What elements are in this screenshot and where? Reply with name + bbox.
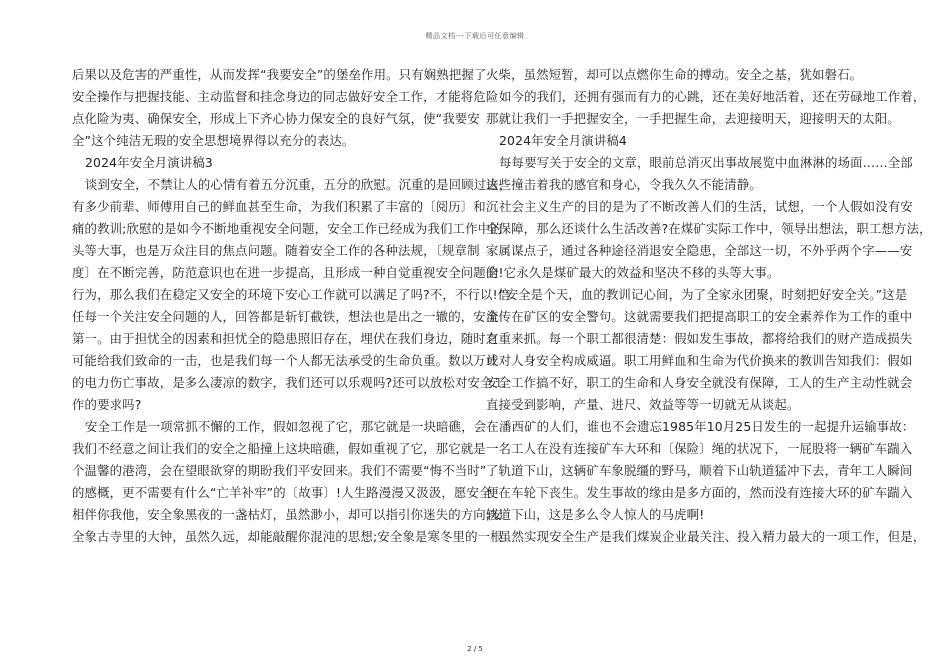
text-line: 全象古寺里的大钟，虽然久远，却能敲醒你混沌的思想;安全象是寒冬里的一根 xyxy=(72,529,503,544)
text-line: 全”这个纯洁无瑕的安全思想境界得以充分的表达。 xyxy=(72,133,355,148)
text-line: 社会主义生产的目的是为了不断改善人们的生活，试想，一个人假如没有安 xyxy=(499,199,913,214)
text-line: 安全工作搞不好，职工的生命和人身安全就没有保障，工人的生产主动性就会 xyxy=(486,375,913,390)
left-column xyxy=(72,64,512,548)
text-line: 虽然实现安全生产是我们煤炭企业最关注、投入精力最大的一项工作，但是， xyxy=(499,529,926,544)
text-line: 后果以及危害的严重性，从而发挥“我要安全”的堡垒作用。只有娴熟把握了 xyxy=(72,67,487,82)
page-header: 精品文档---下载后可任意编辑 xyxy=(425,32,525,40)
text-line: 便在车轮下丧生。发生事故的缘由是多方面的，然而没有连接大环的矿车踹入 xyxy=(486,485,913,500)
text-line: 2024年安全月演讲稿4 xyxy=(499,133,627,148)
text-line: 火柴，虽然短暂，却可以点燃你生命的搏动。安全之基，犹如磐石。 xyxy=(486,67,863,82)
text-line: 度〕在不断完善，防范意识也在进一步提高，且形成一种自觉重视安全问题的 xyxy=(72,265,499,280)
text-line: 那就让我们一手把握安全，一手把握生命，去迎接明天，迎接明天的太阳。 xyxy=(486,111,900,126)
text-line: 个温馨的港湾，会在望眼欲穿的期盼我们平安回来。我们不需要“悔不当时” xyxy=(72,463,487,478)
text-line: 这些撞击着我的感官和身心，令我久久不能清静。 xyxy=(486,177,762,192)
text-line: 任每一个关注安全问题的人，回答都是斩钉截铁，想法也是出之一辙的，安全 xyxy=(72,309,499,324)
text-line: 第一。由于担忧全的因素和担忧全的隐患照旧存在，埋伏在我们身边，随时有 xyxy=(72,331,499,346)
text-line: 安全操作与把握技能、主动监督和挂念身边的同志做好安全工作，才能将危险 xyxy=(72,89,499,104)
text-line: 的电力伤亡事故，是多么凄凉的数字，我们还可以乐观吗?还可以放松对安全工 xyxy=(72,375,506,390)
text-line: 安全工作是一项常抓不懈的工作，假如忽视了它，那它就是一块暗礁，会在 xyxy=(85,419,499,434)
text-line: 轨道下山，这是多么令人惊人的马虎啊! xyxy=(486,507,705,522)
right-column xyxy=(486,64,932,548)
text-line: 一名工人在没有连接矿车大环和〔保险〕绳的状况下，一屁股将一辆矿车踹入 xyxy=(486,441,913,456)
text-line: 全保障，那么还谈什么生活改善?在煤矿实际工作中，领导出想法，职工想方法， xyxy=(486,221,932,236)
text-line: 痛的教训;欣慰的是如今不断地重视安全问题，安全工作已经成为我们工作中的 xyxy=(72,221,503,236)
text-line: 行为，那么我们在稳定又安全的环境下安心工作就可以满足了吗?不，不行以!信 xyxy=(72,287,511,302)
text-line: 相伴你我他，安全象黑夜的一盏枯灯，虽然渺小，却可以指引你迷失的方向;安 xyxy=(72,507,503,522)
text-line: 家属谋点子，通过各种途径消退安全隐患，全部这一切，不外乎两个字——安 xyxy=(486,243,913,258)
text-line: 之重来抓。每一个职工都很清楚：假如发生事故，都将给我们的财产造成损失 xyxy=(486,331,913,346)
text-line: 可能给我们致命的一击，也是我们每一个人都无法承受的生命负重。数以万计 xyxy=(72,353,499,368)
text-line: 每每要写关于安全的文章，眼前总消灭出事故展览中血淋淋的场面……全部 xyxy=(499,155,913,170)
text-line: 有多少前辈、师傅用自己的鲜血甚至生命，为我们积累了丰富的〔阅历〕和沉 xyxy=(72,199,499,214)
text-line: “安全是个天，血的教训记心间，为了全家永团聚，时刻把好安全关。”这是 xyxy=(499,287,908,302)
text-line: 直接受到影响，产量、进尺、效益等等一切就无从谈起。 xyxy=(486,397,800,412)
text-line: 头等大事，也是万众注目的焦点问题。随着安全工作的各种法规，〔规章制 xyxy=(72,243,480,258)
text-line: 流传在矿区的安全警句。这就需要我们把提高职工的安全素养作为工作的重中 xyxy=(486,309,913,324)
text-line: 潘西矿的人们，谁也不会遗忘1985年10月25日发生的一起提升运输事故： xyxy=(499,419,915,434)
text-line: 作的要求吗? xyxy=(72,397,142,412)
text-line: 全!它永久是煤矿最大的效益和坚决不移的头等大事。 xyxy=(486,265,780,280)
text-line: 我们不经意之间让我们的安全之船撞上这块暗礁，假如重视了它，那它就是一 xyxy=(72,441,499,456)
text-line: 谈到安全，不禁让人的心情有着五分沉重，五分的欣慰。沉重的是回顾过去， xyxy=(85,177,512,192)
text-line: 点化险为夷、确保安全，形成上下齐心协力保安全的良好气氛，使“我要安 xyxy=(72,111,480,126)
text-line: 如今的我们，还拥有强而有力的心跳，还在美好地活着，还在劳碌地工作着， xyxy=(499,89,926,104)
page-number: 2 / 5 xyxy=(467,645,483,653)
text-line: 或对人身安全构成威逼。职工用鲜血和生命为代价换来的教训告知我们：假如 xyxy=(486,353,913,368)
text-line: 2024年安全月演讲稿3 xyxy=(85,155,213,170)
text-line: 的感概，更不需要有什么“亡羊补牢”的〔故事〕!人生路漫漫又汲汲，愿安全 xyxy=(72,485,492,500)
text-line: 了轨道下山，这辆矿车象脱缰的野马，顺着下山轨道猛冲下去，青年工人瞬间 xyxy=(486,463,913,478)
